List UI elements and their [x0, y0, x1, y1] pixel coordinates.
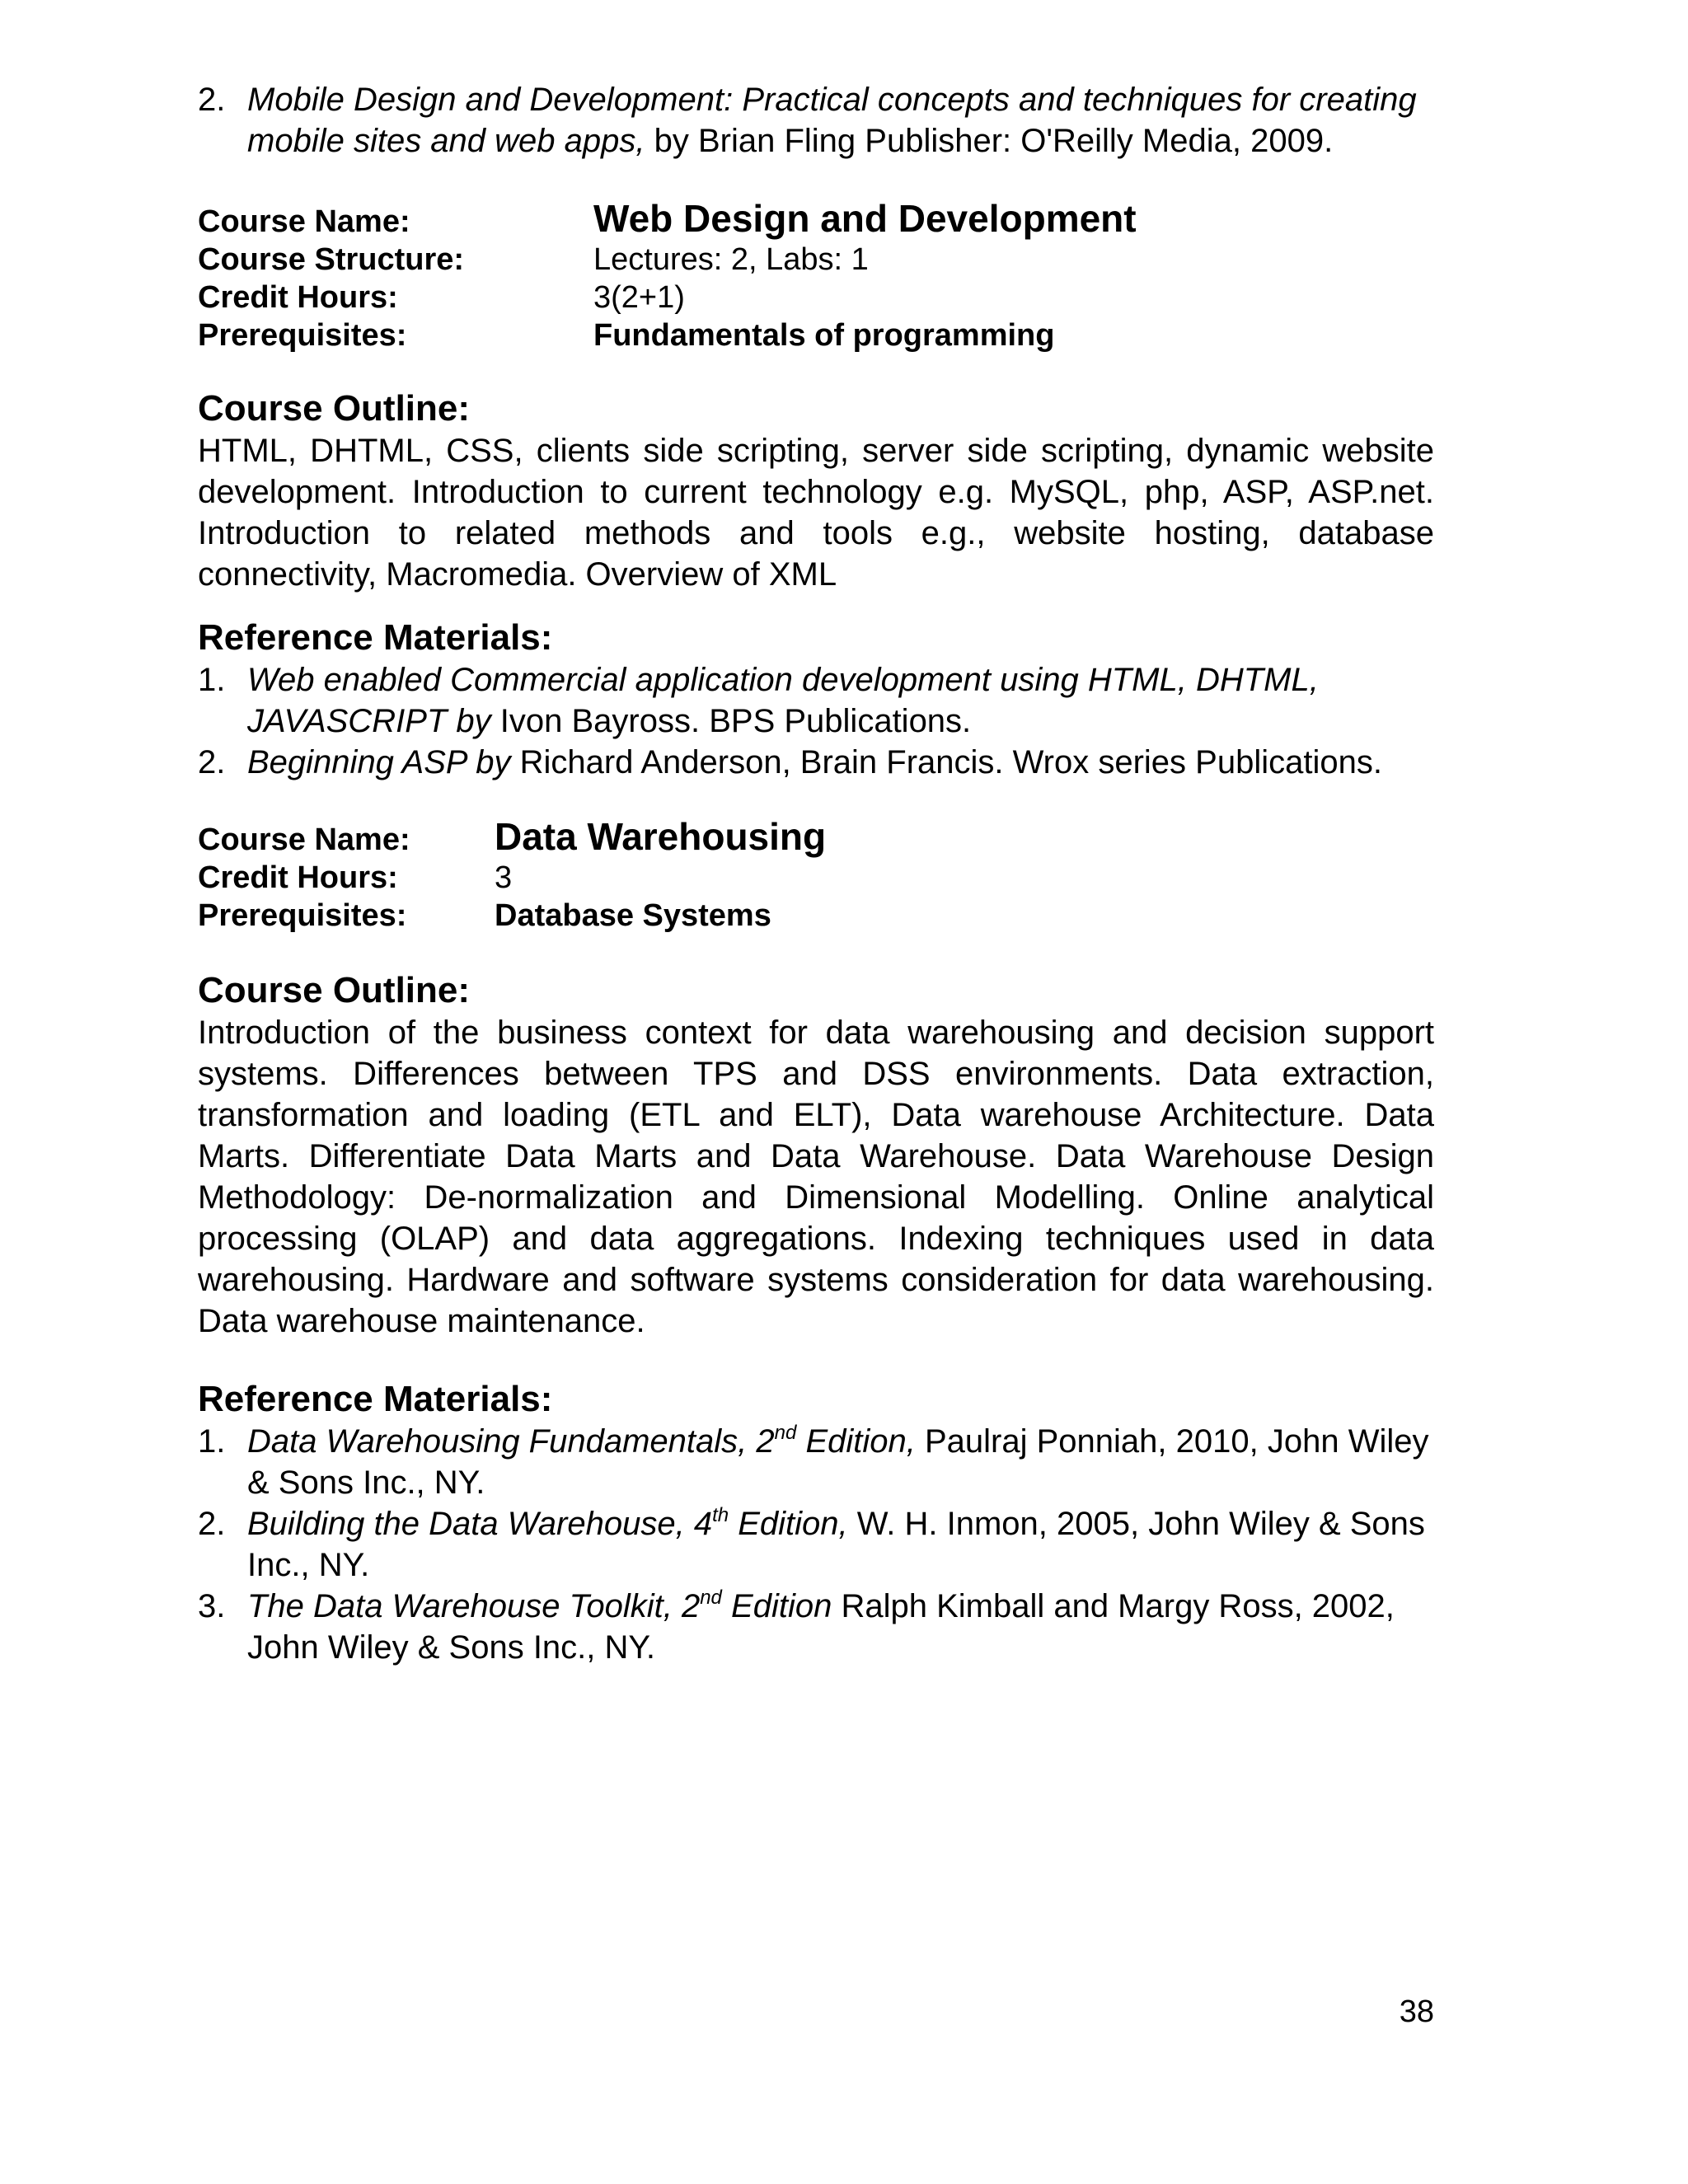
reference-item [198, 1421, 1434, 1503]
reference-list [198, 1421, 1434, 1668]
reference-number: 2. [198, 744, 226, 780]
reference-details: by Brian Fling Publisher: O'Reilly Media, 2009. [645, 123, 1334, 159]
reference-title [247, 1423, 916, 1460]
prerequisites-value: Fundamentals of programming [593, 318, 1055, 353]
course-outline-text: Introduction of the business context for data warehousing and decision support systems. Differences between TPS and DSS environments. Data extraction, transformation and loading (ETL and ELT), Data warehouse Architecture. Data Marts. Differentiate Data Marts and Data Warehouse. Data Warehouse Design Methodology: De-normalization and Dimensional Modelling. Online analytical processing (OLAP) and data aggregations. Indexing techniques used in data warehousing. Hardware and software systems consideration for data warehousing. Data warehouse maintenance. [198, 1015, 1434, 1339]
credit-hours-label: Credit Hours: [198, 280, 398, 315]
reference-text [247, 1586, 1434, 1668]
reference-item [198, 659, 1434, 742]
credit-hours-value: 3(2+1) [593, 280, 685, 315]
prerequisites-label: Prerequisites: [198, 318, 407, 353]
reference-details: Ralph Kimball and Margy Ross, 2002, John Wiley & Sons Inc., NY. [247, 1588, 1395, 1666]
reference-title [247, 1506, 848, 1542]
reference-title: Beginning ASP by [247, 744, 511, 780]
course-outline-text: HTML, DHTML, CSS, clients side scripting, server side scripting, dynamic website development. Introduction to current technology e.g. MySQL, php, ASP, ASP.net. Introduction to related methods and tools e.g., website hosting, database connectivity, Macromedia. Overview of XML [198, 433, 1434, 593]
reference-text [247, 1503, 1434, 1586]
reference-title-part: The Data Warehouse Toolkit, 2 [247, 1588, 701, 1624]
reference-title-part: Data Warehousing Fundamentals, 2 [247, 1423, 775, 1460]
credit-hours-row [198, 279, 1137, 316]
prerequisites-label: Prerequisites: [198, 898, 407, 933]
reference-item [198, 79, 1434, 162]
course-name-label: Course Name: [198, 204, 410, 239]
course-outline-heading: Course Outline: [198, 388, 471, 429]
reference-title-part: Edition, [729, 1506, 848, 1542]
reference-title: Web enabled Commercial application development using HTML, DHTML, JAVASCRIPT by [247, 662, 1319, 739]
reference-item [198, 1586, 1434, 1668]
prerequisites-value: Database Systems [495, 898, 771, 933]
reference-title-part: Edition, [796, 1423, 916, 1460]
reference-title: Mobile Design and Development: Practical concepts and techniques for creating mobile sites and web apps, [247, 82, 1417, 159]
reference-number: 1. [198, 1423, 226, 1460]
credit-hours-value: 3 [495, 860, 513, 895]
course-info-table [198, 199, 1137, 354]
reference-text [247, 742, 1434, 783]
reference-details: W. H. Inmon, 2005, John Wiley & Sons Inc., NY. [247, 1506, 1425, 1583]
reference-item [198, 742, 1434, 783]
reference-item [198, 1503, 1434, 1586]
ordinal-suffix: th [712, 1504, 729, 1526]
reference-text [247, 659, 1434, 742]
reference-list [198, 659, 1434, 783]
credit-hours-label: Credit Hours: [198, 860, 398, 895]
reference-title-part: Edition [721, 1588, 832, 1624]
ordinal-suffix: nd [774, 1422, 797, 1444]
reference-number: 2. [198, 82, 226, 118]
reference-number: 2. [198, 1506, 226, 1542]
reference-details: Paulraj Ponniah, 2010, John Wiley & Sons Inc., NY. [247, 1423, 1429, 1501]
course-structure-label: Course Structure: [198, 242, 465, 277]
course-name-row [198, 818, 826, 859]
reference-number: 3. [198, 1588, 226, 1624]
reference-text [247, 1421, 1434, 1503]
course-info-table [198, 815, 827, 935]
course-name-row [198, 199, 1137, 241]
reference-details: Richard Anderson, Brain Francis. Wrox series Publications. [510, 744, 1382, 780]
reference-number: 1. [198, 662, 226, 698]
reference-details: Ivon Bayross. BPS Publications. [499, 703, 972, 739]
reference-materials-heading: Reference Materials: [198, 617, 553, 658]
course-name-label: Course Name: [198, 823, 410, 857]
prerequisites-row [198, 897, 826, 935]
page-number: 38 [1399, 1994, 1434, 2029]
reference-materials-heading: Reference Materials: [198, 1379, 553, 1419]
reference-text [247, 79, 1434, 162]
course-outline-heading: Course Outline: [198, 970, 471, 1010]
course-structure-row [198, 241, 1137, 279]
prerequisites-row [198, 316, 1137, 354]
credit-hours-row [198, 859, 826, 897]
course-structure-value: Lectures: 2, Labs: 1 [593, 242, 869, 277]
reference-title-part: Building the Data Warehouse, 4 [247, 1506, 713, 1542]
document-page [198, 79, 1434, 1668]
ordinal-suffix: nd [700, 1586, 722, 1609]
reference-title [247, 1588, 832, 1624]
course-name-value: Web Design and Development [593, 197, 1137, 240]
course-name-value: Data Warehousing [495, 815, 827, 858]
